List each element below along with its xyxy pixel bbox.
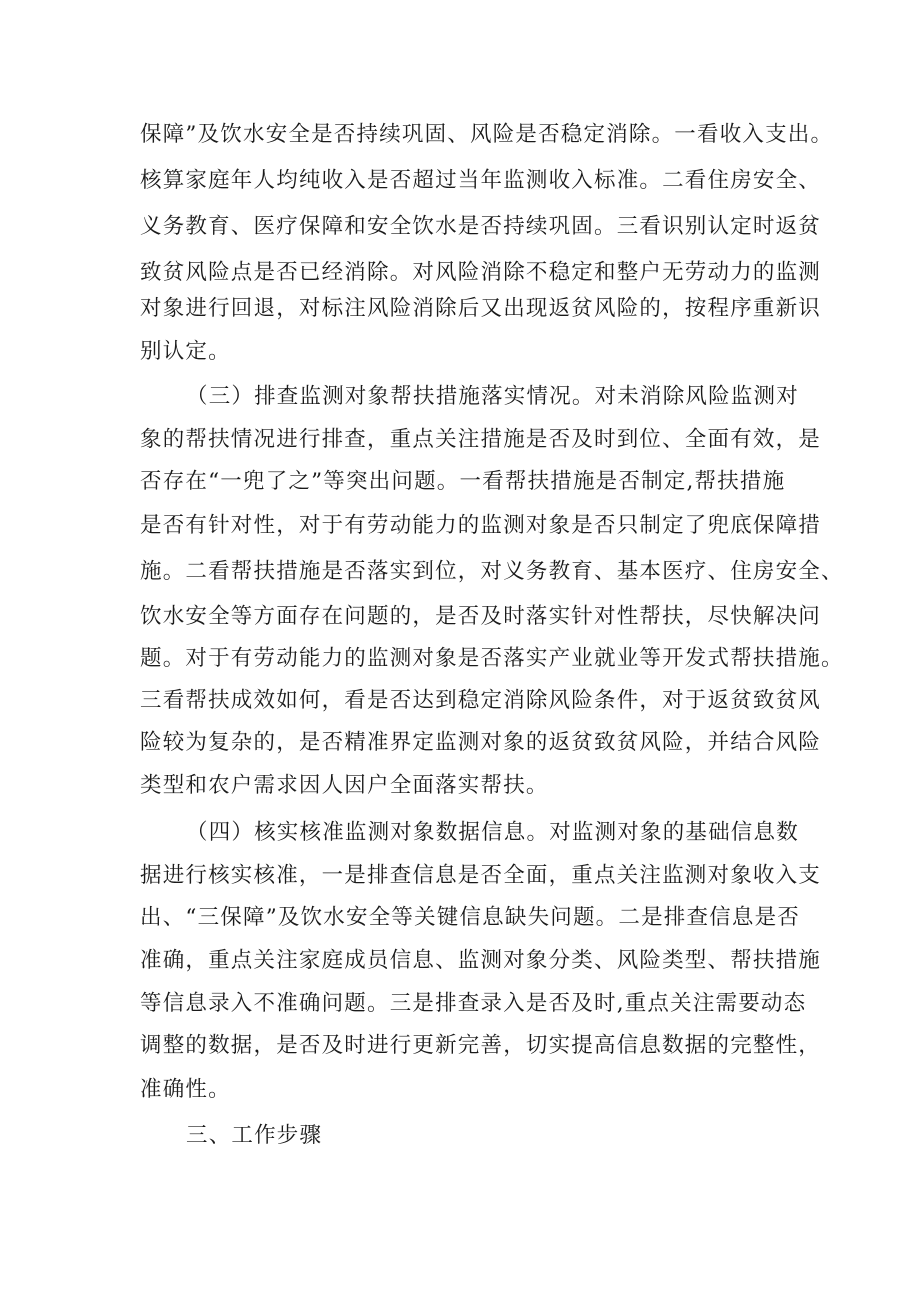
text-line: 饮水安全等方面存在问题的，是否及时落实针对性帮扶，尽快解决问 bbox=[140, 604, 822, 629]
text-line: 准确性。 bbox=[140, 1077, 231, 1102]
text-line: 题。对于有劳动能力的监测对象是否落实产业就业等开发式帮扶措施。 bbox=[140, 646, 844, 671]
text-line: 类型和农户需求因人因户全面落实帮扶。 bbox=[140, 773, 549, 798]
text-line: 保障”及饮水安全是否持续巩固、风险是否稳定消除。一看收入支出。 bbox=[140, 122, 834, 147]
text-line: 施。二看帮扶措施是否落实到位，对义务教育、基本医疗、住房安全、 bbox=[140, 559, 844, 584]
text-line: 义务教育、医疗保障和安全饮水是否持续巩固。三看识别认定时返贫 bbox=[140, 214, 822, 239]
text-line: 出、“三保障”及饮水安全等关键信息缺失问题。二是排查信息是否 bbox=[140, 905, 800, 930]
text-line: 三看帮扶成效如何，看是否达到稳定消除风险条件，对于返贫致贫风 bbox=[140, 688, 822, 713]
text-line: 致贫风险点是否已经消除。对风险消除不稳定和整户无劳动力的监测 bbox=[140, 260, 822, 285]
text-line: 对象进行回退，对标注风险消除后又出现返贫风险的，按程序重新识 bbox=[140, 296, 822, 321]
text-line: 调整的数据，是否及时进行更新完善，切实提高信息数据的完整性， bbox=[140, 1033, 822, 1058]
text-line: 象的帮扶情况进行排查，重点关注措施是否及时到位、全面有效，是 bbox=[140, 427, 822, 452]
text-line: 核算家庭年人均纯收入是否超过当年监测收入标准。二看住房安全、 bbox=[140, 168, 822, 193]
text-line: 准确，重点关注家庭成员信息、监测对象分类、风险类型、帮扶措施 bbox=[140, 948, 822, 973]
text-line: 险较为复杂的，是否精准界定监测对象的返贫致贫风险，并结合风险 bbox=[140, 730, 822, 755]
section-heading: 三、工作步骤 bbox=[186, 1123, 323, 1148]
text-line: 是否有针对性，对于有劳动能力的监测对象是否只制定了兜底保障措 bbox=[140, 513, 822, 538]
text-line: 别认定。 bbox=[140, 339, 231, 364]
text-line: 等信息录入不准确问题。三是排查录入是否及时,重点关注需要动态 bbox=[140, 991, 807, 1016]
text-line: （四）核实核准监测对象数据信息。对监测对象的基础信息数 bbox=[186, 820, 799, 845]
text-line: 据进行核实核准，一是排查信息是否全面，重点关注监测对象收入支 bbox=[140, 863, 822, 888]
text-line: 否存在“一兜了之”等突出问题。一看帮扶措施是否制定,帮扶措施 bbox=[140, 469, 786, 494]
text-line: （三）排查监测对象帮扶措施落实情况。对未消除风险监测对 bbox=[186, 384, 799, 409]
